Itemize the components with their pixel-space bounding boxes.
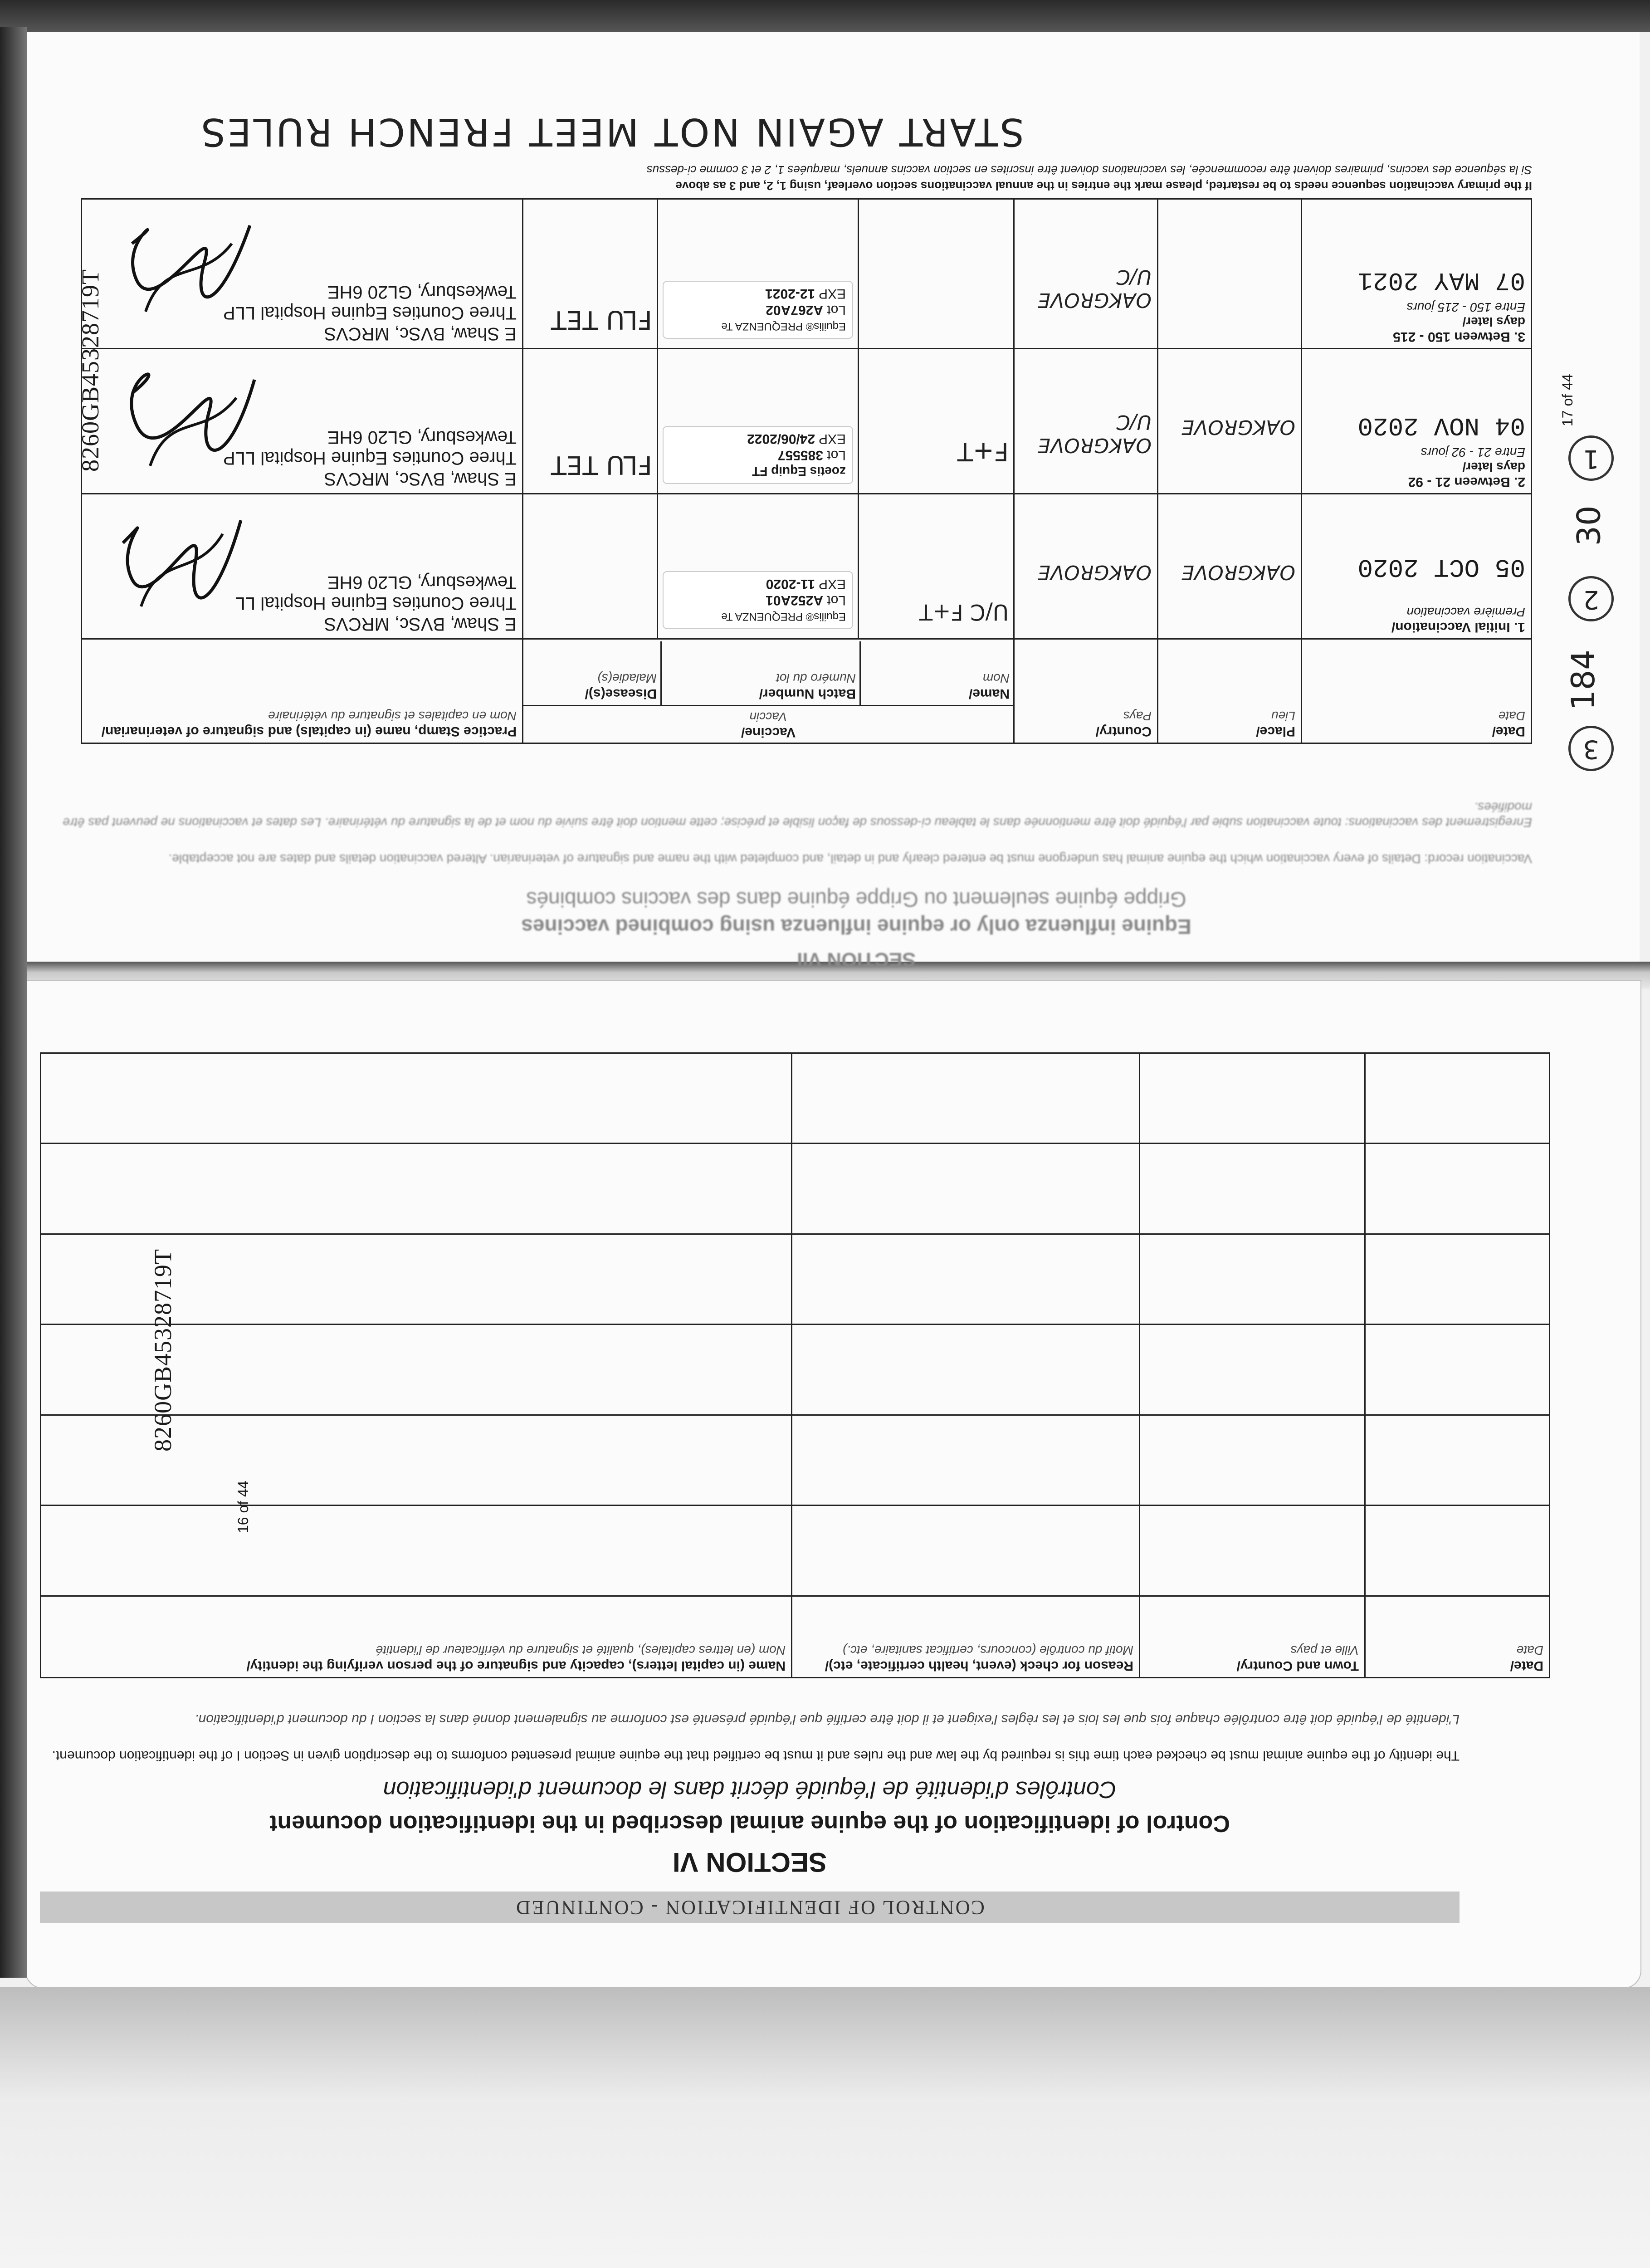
col-header-date: Date/ Date [1365, 1596, 1550, 1678]
instruction-en: The identity of the equine animal must be checked each time this is required by the law and the rules and it must be certified that the equine animal presented conforms to the description given in Section I of the identification document. [52, 1748, 1460, 1763]
row-marker-1: 1 [1568, 435, 1614, 481]
handwritten-note: START AGAIN NOT MEET FRENCH RULES [199, 110, 1024, 154]
col-header-name: Name/ Nom [859, 641, 1013, 705]
section-vii-title: SECTION VII [797, 948, 916, 971]
col-header-town: Town and Country/ Ville et pays [1140, 1596, 1365, 1678]
vaccine-cell [523, 199, 1014, 349]
record-note-fr: Enregistrement des vaccinations: toute vaccination subie par l'équidé doit être mentionnée dans le tableau ci-dessous de façon lisible et précise; cette mention doit être suivie du nom et de la signature du vétérinaire. Les dates et vaccinations ne peuvent pas être modifiées. [63, 800, 1532, 830]
vaccine-name [858, 200, 1013, 348]
vaccination-row-2 [82, 349, 1532, 494]
table-row [41, 1234, 1550, 1325]
section-vii-heading-fr: Grippe équine seulement ou Grippe équine dans des vaccins combinés [526, 888, 1186, 911]
page-heading-fr: Contrôles d'identité de l'équidé décrit dans le document d'identification [383, 1776, 1117, 1803]
col-header-disease: Disease(s)/ Maladie(s) [585, 671, 657, 701]
col-header-stamp: Practice Stamp, name (in capitals) and signature of veterinarian/ Nom en capitales et signature du vétérinaire [82, 639, 523, 743]
document-id-bottom: 8260GB45328719T [149, 1249, 176, 1452]
col-header-country: Country/ Pays [1014, 639, 1158, 743]
page-number-16: 16 of 44 [235, 1481, 251, 1533]
vet-signature [114, 498, 250, 634]
restart-note-fr: Si la séquence des vaccins, primaires doivent être recommencée, les vaccinations doivent être inscrites en section vaccins annuels, marquées 1, 2 et 3 comme ci-dessus [646, 163, 1532, 177]
vaccination-row-3 [82, 199, 1532, 349]
vaccine-name: F+T [858, 349, 1013, 493]
vet-stamp: E Shaw, BVSc, MRCVS Three Counties Equine Hospital LLP Tewkesbury, GL20 6HE [223, 427, 517, 489]
disease-value: FLU TET [551, 305, 652, 334]
place-value: OAKGROVE [1158, 349, 1302, 494]
section-title: SECTION VI [672, 1847, 827, 1877]
table-row [41, 1415, 1550, 1506]
vaccine-cell [523, 349, 1014, 494]
instruction-fr: L'identité de l'équidé doit être contrôlée chaque fois que les lois et les règles l'exigent et il doit être certifié que l'équidé présenté est conforme au signalement donné dans la section I du document d'identification. [195, 1712, 1460, 1727]
vet-stamp-cell [82, 494, 523, 639]
batch-sticker: Equilis® PREQUENZA Te Lot A267A02 EXP 12-2021 [663, 281, 853, 339]
row-date-cell: 3. Between 150 - 215 days later/ Entre 150 - 215 jours 07 MAY 2021 [1302, 199, 1532, 349]
row-marker-2: 2 [1568, 576, 1614, 621]
table-row [41, 1053, 1550, 1144]
margin-note: 30 [1570, 505, 1608, 546]
vet-signature [123, 203, 259, 339]
table-row [41, 1325, 1550, 1415]
vaccination-date: 07 MAY 2021 [1357, 266, 1525, 295]
vet-stamp: E Shaw, BVSc, MRCVS Three Counties Equine Hospital LLP Tewkesbury, GL20 6HE [223, 282, 517, 344]
col-header-vaccine: Vaccine/ Vaccin Name/ Nom Batch Number/ Numéro du lot Disease(s)/ Maladie(s) [523, 639, 1014, 743]
vaccine-name: U/C F+T [858, 494, 1013, 638]
vaccination-date: 04 NOV 2020 [1357, 411, 1525, 440]
section-vii-heading: Equine influenza only or equine influenza using combined vaccines [521, 915, 1191, 938]
page-heading: Control of identification of the equine animal described in the identification document [269, 1810, 1230, 1837]
document-id-top: 8260GB45328719T [77, 269, 104, 472]
vaccination-date: 05 OCT 2020 [1357, 552, 1525, 582]
scanner-edge [0, 0, 1650, 32]
page-number-17: 17 of 44 [1559, 374, 1576, 426]
country-value: OAKGROVE U/C [1014, 349, 1158, 494]
vaccination-table [81, 198, 1532, 744]
vet-signature [123, 352, 268, 489]
vet-stamp: E Shaw, BVSc, MRCVS Three Counties Equine Hospital LL Tewkesbury, GL20 6HE [235, 572, 517, 634]
record-note-en: Vaccination record: Details of every vaccination which the equine animal has undergone must be entered clearly and in detail, and completed with the name and signature of veterinarian. Altered vaccination details and dates are not acceptable. [168, 852, 1532, 866]
page-16 [0, 1012, 1650, 1987]
table-row [41, 1505, 1550, 1596]
table-row [41, 1144, 1550, 1234]
disease-value: FLU TET [551, 450, 652, 479]
country-value: OAKGROVE U/C [1014, 199, 1158, 349]
margin-note: 184 [1565, 650, 1602, 710]
page-17 [0, 32, 1650, 971]
batch-sticker: Equilis® PREQUENZA Te Lot A252A01 EXP 11-2020 [663, 571, 853, 629]
place-value: OAKGROVE [1158, 494, 1302, 639]
identity-check-table [40, 1052, 1550, 1678]
vet-stamp-cell [82, 199, 523, 349]
row-marker-3: 3 [1568, 726, 1614, 771]
section-band: CONTROL OF IDENTIFICATION - CONTINUED [40, 1892, 1460, 1923]
col-header-place: Place/ Lieu [1158, 639, 1302, 743]
col-header-date: Date/ Date [1302, 639, 1532, 743]
vet-stamp-cell [82, 349, 523, 494]
col-header-verifier: Name (in capital letters), capacity and signature of the person verifying the identity/ Nom (en lettres capitales), qualité et signature du vérificateur de l'identité [41, 1596, 792, 1678]
row-date-cell: 1. Initial Vaccination/ Première vaccination 05 OCT 2020 [1302, 494, 1532, 639]
country-value: OAKGROVE [1014, 494, 1158, 639]
vaccine-cell [523, 494, 1014, 639]
place-value [1158, 199, 1302, 349]
batch-sticker: zoetis Equip FT Lot 385557 EXP 24/06/2022 [663, 426, 853, 484]
row-date-cell: 2. Between 21 - 92 days later/ Entre 21 - 92 jours 04 NOV 2020 [1302, 349, 1532, 494]
col-header-batch: Batch Number/ Numéro du lot [660, 641, 859, 705]
vaccination-row-1 [82, 494, 1532, 639]
scanner-bed [0, 1987, 1650, 2268]
col-header-reason: Reason for check (event, health certificate, etc)/ Motif du contrôle (concours, certificat sanitaire, etc.) [792, 1596, 1140, 1678]
restart-note-en: If the primary vaccination sequence needs to be restarted, please mark the entries in the annual vaccinations section overleaf, using 1, 2, and 3 as above [675, 179, 1532, 193]
disease-value [648, 494, 657, 638]
